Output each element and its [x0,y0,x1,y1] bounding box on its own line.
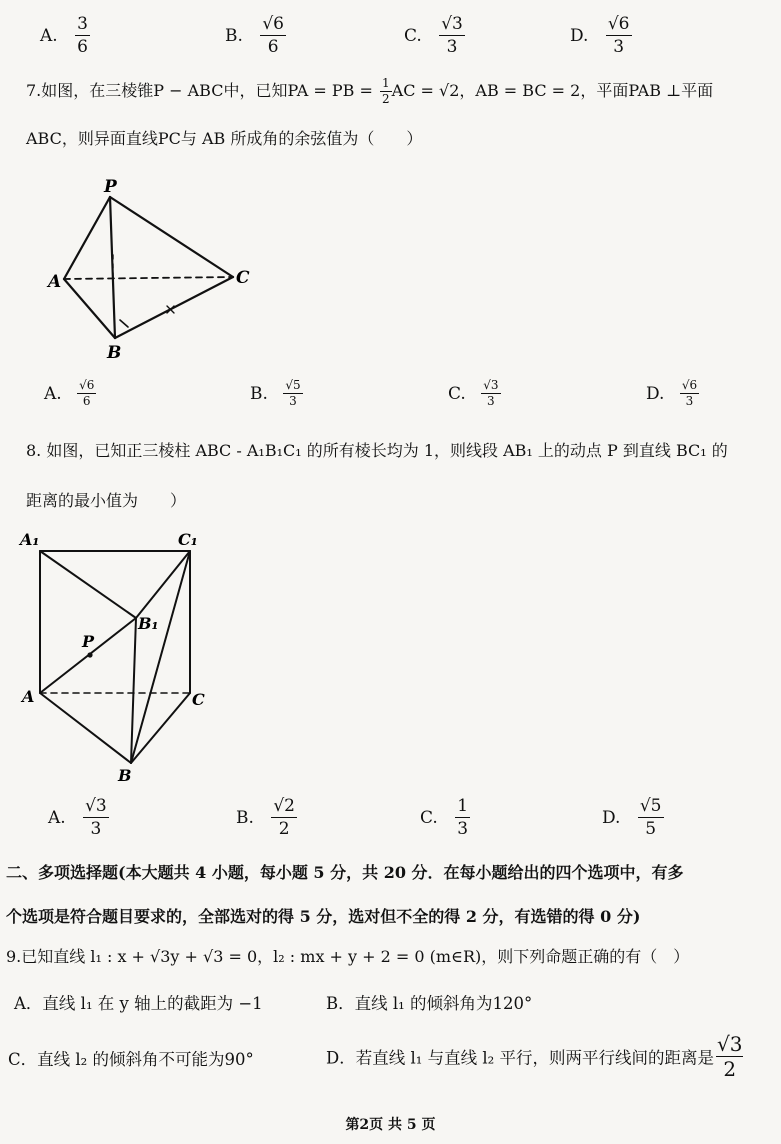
option-label: C. [404,26,422,46]
q9-option-d-text: D．若直线 l₁ 与直线 l₂ 平行，则两平行线间的距离是 [326,1048,714,1068]
q6-option-c [404,14,465,58]
label-p: P [104,177,117,197]
label-b: B [107,343,122,363]
option-label: C. [448,383,466,404]
right-angle-mark [120,320,128,327]
label-c: C [236,268,250,288]
edge-a1b1 [40,551,136,618]
q9-option-d [326,1032,743,1081]
point-p-dot [87,652,92,657]
option-label: B. [236,808,254,828]
option-fraction: $\frac{1}{3}$ [457,796,469,839]
q9-option-b: B．直线 l₁ 的倾斜角为120° [326,994,533,1013]
q7-stem-part1: 7.如图，在三棱锥P − ABC中，已知PA = PB = [26,81,378,100]
q7-option-b [250,378,303,409]
edge-pa [64,197,110,279]
q8-stem-line2: 距离的最小值为 ） [26,491,187,510]
option-label: A. [40,26,58,46]
option-fraction: $\frac{√5}{3}$ [285,378,301,408]
option-fraction: $\frac{√3}{3}$ [483,378,499,408]
option-fraction: $\frac{√6}{6}$ [262,14,284,57]
option-label: B. [225,26,243,46]
distance-fraction: $\frac{√3}{2}$ [717,1032,743,1081]
segment-bc1 [131,551,190,763]
option-fraction: $\frac{√3}{3}$ [85,796,107,839]
q6-option-a [40,14,90,58]
option-fraction: $\frac{√6}{6}$ [79,378,95,408]
edge-b1c1 [136,551,190,618]
section2-heading-line2: 个选项是符合题目要求的，全部选对的得 5 分，选对但不全的得 2 分，有选错的得 0 分) [6,907,641,926]
option-fraction: $\frac{√3}{3}$ [441,14,463,57]
option-fraction: $\frac{√6}{3}$ [681,378,698,408]
label-c: C [192,690,205,709]
edge-bc [115,277,233,338]
edge-pc [110,197,233,277]
option-label: D. [646,383,665,404]
edge-ab [64,279,115,338]
q6-option-b [225,14,286,58]
q7-stem-line2: ABC，则异面直线PC与 AB 所成角的余弦值为（ ） [26,129,423,148]
half-fraction: $\frac{1}{2}$ [382,76,390,106]
option-label: C. [420,808,438,828]
q9-option-a: A．直线 l₁ 在 y 轴上的截距为 −1 [14,994,263,1013]
q7-option-a [44,378,96,409]
q9-stem: 9.已知直线 l₁ : x + √3y + √3 = 0，l₂ : mx + y + 2 = 0 (m∈R)，则下列命题正确的有（ ） [6,947,690,966]
option-label: D. [602,808,621,828]
option-fraction: $\frac{√2}{2}$ [273,796,295,839]
label-a1: A₁ [20,530,40,549]
option-fraction: $\frac{3}{6}$ [77,14,88,57]
q8-option-c [420,796,470,840]
q7-option-c [448,378,501,409]
edge-b1b [131,618,136,763]
label-a: A [48,272,62,292]
section2-heading-line1: 二、多项选择题(本大题共 4 小题，每小题 5 分，共 20 分．在每小题给出的四个选项中，有多 [6,863,684,882]
label-p: P [82,632,95,651]
option-label: A. [48,808,66,828]
option-label: D. [570,26,589,46]
q8-option-a [48,796,109,840]
q7-pyramid-figure [40,170,280,365]
option-label: A. [44,383,62,404]
option-label: B. [250,383,268,404]
edge-ac-dashed [64,277,233,279]
q7-stem-line1 [26,76,713,107]
q7-option-d [646,378,699,409]
q8-stem-line1: 8. 如图，已知正三棱柱 ABC - A₁B₁C₁ 的所有棱长均为 1，则线段 AB₁ 上的动点 P 到直线 BC₁ 的 [26,441,728,460]
q8-option-d [602,796,664,840]
label-b1: B₁ [138,614,159,633]
option-fraction: $\frac{√5}{5}$ [639,796,662,839]
q8-option-b [236,796,297,840]
edge-ab [40,693,131,763]
q8-prism-figure [14,525,224,785]
q6-option-d [570,14,632,58]
page-footer: 第2页 共 5 页 [345,1117,436,1133]
q9-option-c: C．直线 l₂ 的倾斜角不可能为90° [8,1050,254,1069]
label-c1: C₁ [178,530,198,549]
label-a: A [22,687,35,706]
label-b: B [118,766,132,785]
option-fraction: $\frac{√6}{3}$ [607,14,630,57]
q7-stem-part2: AC = √2，AB = BC = 2，平面PAB ⊥平面 [391,81,714,100]
